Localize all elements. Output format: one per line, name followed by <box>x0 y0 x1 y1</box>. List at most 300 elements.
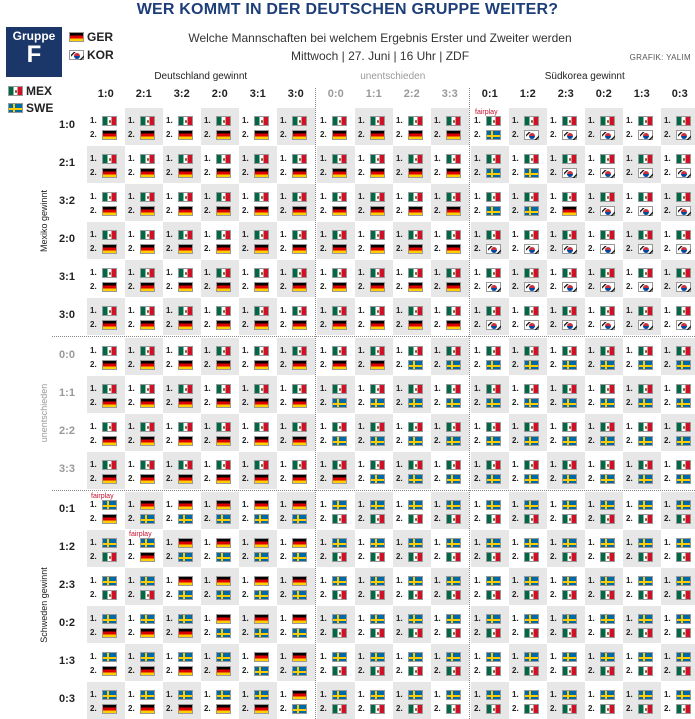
first-place-label: 1. <box>626 230 633 239</box>
first-place-label: 1. <box>588 690 595 699</box>
first-place-label: 1. <box>588 268 595 277</box>
second-place-label: 2. <box>434 168 441 177</box>
mexico-flag-icon <box>408 230 423 240</box>
mexico-flag-icon <box>676 704 691 714</box>
result-cell <box>163 530 201 567</box>
sweden-flag-icon <box>524 652 539 662</box>
germany-flag-icon <box>408 244 423 254</box>
mexico-flag-icon <box>524 514 539 524</box>
first-place-label: 1. <box>664 268 671 277</box>
sweden-flag-icon <box>562 652 577 662</box>
germany-flag-icon <box>562 206 577 216</box>
second-place-label: 2. <box>166 436 173 445</box>
second-place-label: 2. <box>550 628 557 637</box>
result-cell <box>201 644 239 681</box>
second-place-label: 2. <box>512 514 519 523</box>
result-cell <box>201 492 239 529</box>
korea-flag-icon <box>524 244 539 254</box>
second-place-label: 2. <box>242 590 249 599</box>
germany-flag-icon <box>254 398 269 408</box>
result-cell <box>163 682 201 719</box>
sweden-flag-icon <box>446 360 461 370</box>
mexico-flag-icon <box>524 306 539 316</box>
second-place-label: 2. <box>280 398 287 407</box>
result-cell <box>431 644 469 681</box>
germany-flag-icon <box>216 360 231 370</box>
first-place-label: 1. <box>434 538 441 547</box>
mexico-flag-icon <box>292 346 307 356</box>
second-place-label: 2. <box>128 206 135 215</box>
korea-flag-icon <box>600 320 615 330</box>
mexico-flag-icon <box>178 268 193 278</box>
germany-flag-icon <box>332 244 347 254</box>
sweden-flag-icon <box>102 576 117 586</box>
result-cell <box>125 338 163 375</box>
first-place-label: 1. <box>280 346 287 355</box>
sweden-flag-icon <box>562 398 577 408</box>
first-place-label: 1. <box>358 116 365 125</box>
second-place-label: 2. <box>280 590 287 599</box>
first-place-label: 1. <box>434 652 441 661</box>
mexico-flag-icon <box>600 422 615 432</box>
second-place-label: 2. <box>204 704 211 713</box>
sweden-flag-icon <box>638 690 653 700</box>
sweden-flag-icon <box>638 500 653 510</box>
mexico-flag-icon <box>408 552 423 562</box>
korea-flag-icon <box>486 282 501 292</box>
germany-flag-icon <box>370 168 385 178</box>
result-cell <box>355 260 393 297</box>
sweden-flag-icon <box>524 576 539 586</box>
second-place-label: 2. <box>242 360 249 369</box>
mexico-flag-icon <box>600 460 615 470</box>
mexico-flag-icon <box>102 192 117 202</box>
result-cell <box>547 644 585 681</box>
result-cell <box>393 568 431 605</box>
sweden-flag-icon <box>446 398 461 408</box>
sweden-flag-icon <box>638 474 653 484</box>
second-place-label: 2. <box>434 666 441 675</box>
first-place-label: 1. <box>474 346 481 355</box>
sweden-flag-icon <box>178 590 193 600</box>
first-place-label: 1. <box>588 422 595 431</box>
result-cell <box>277 184 315 221</box>
mexico-flag-icon <box>178 154 193 164</box>
mexico-flag-icon <box>332 514 347 524</box>
team-kor <box>69 48 114 62</box>
second-place-label: 2. <box>166 244 173 253</box>
mexico-flag-icon <box>292 384 307 394</box>
second-place-label: 2. <box>90 514 97 523</box>
mexico-flag-icon <box>408 154 423 164</box>
result-cell <box>471 376 509 413</box>
first-place-label: 1. <box>166 192 173 201</box>
germany-flag-icon <box>446 320 461 330</box>
result-cell <box>125 222 163 259</box>
second-place-label: 2. <box>512 130 519 139</box>
mexico-flag-icon <box>102 346 117 356</box>
germany-flag-icon <box>332 320 347 330</box>
second-place-label: 2. <box>358 282 365 291</box>
team-swe <box>8 101 53 115</box>
result-cell <box>547 260 585 297</box>
column-score-header: 3:2 <box>173 88 190 100</box>
result-cell <box>661 606 695 643</box>
first-place-label: 1. <box>90 500 97 509</box>
result-cell <box>585 644 623 681</box>
first-place-label: 1. <box>128 422 135 431</box>
row-score-header: 0:2 <box>59 616 75 629</box>
germany-flag-icon <box>370 320 385 330</box>
result-cell <box>201 376 239 413</box>
second-place-label: 2. <box>90 168 97 177</box>
result-cell <box>317 682 355 719</box>
mexico-flag-icon <box>486 116 501 126</box>
first-place-label: 1. <box>550 230 557 239</box>
sweden-flag-icon <box>102 652 117 662</box>
result-cell <box>163 606 201 643</box>
first-place-label: 1. <box>90 268 97 277</box>
sweden-flag-icon <box>562 614 577 624</box>
second-place-label: 2. <box>90 398 97 407</box>
result-cell <box>355 338 393 375</box>
mexico-flag-icon <box>562 306 577 316</box>
sweden-flag-icon <box>676 652 691 662</box>
first-place-label: 1. <box>358 460 365 469</box>
result-cell <box>623 338 661 375</box>
sweden-flag-icon <box>254 666 269 676</box>
germany-flag-icon <box>140 206 155 216</box>
sweden-flag-icon <box>562 576 577 586</box>
first-place-label: 1. <box>588 500 595 509</box>
result-cell <box>509 376 547 413</box>
sweden-flag-icon <box>370 614 385 624</box>
result-cell <box>547 682 585 719</box>
first-place-label: 1. <box>550 690 557 699</box>
second-place-label: 2. <box>280 552 287 561</box>
germany-flag-icon <box>178 576 193 586</box>
mexico-flag-icon <box>254 268 269 278</box>
result-cell <box>277 606 315 643</box>
row-score-header: 2:2 <box>59 424 75 437</box>
first-place-label: 1. <box>474 538 481 547</box>
first-place-label: 1. <box>204 346 211 355</box>
second-place-label: 2. <box>166 130 173 139</box>
sweden-flag-icon <box>562 474 577 484</box>
first-place-label: 1. <box>320 268 327 277</box>
sweden-flag-icon <box>446 576 461 586</box>
result-cell <box>239 414 277 451</box>
sweden-flag-icon <box>524 206 539 216</box>
mexico-flag-icon <box>140 154 155 164</box>
mexico-flag-icon <box>524 230 539 240</box>
result-cell <box>125 452 163 489</box>
mexico-flag-icon <box>332 552 347 562</box>
germany-flag-icon <box>102 628 117 638</box>
row-group-label: Schweden gewinnt <box>39 566 49 643</box>
second-place-label: 2. <box>358 168 365 177</box>
first-place-label: 1. <box>242 422 249 431</box>
sweden-flag-icon <box>486 130 501 140</box>
mexico-flag-icon <box>486 384 501 394</box>
mexico-flag-icon <box>676 384 691 394</box>
germany-flag-icon <box>292 576 307 586</box>
sweden-flag-icon <box>524 474 539 484</box>
first-place-label: 1. <box>320 422 327 431</box>
second-place-label: 2. <box>512 320 519 329</box>
result-cell <box>585 568 623 605</box>
result-cell <box>661 338 695 375</box>
mexico-flag-icon <box>178 116 193 126</box>
first-place-label: 1. <box>474 422 481 431</box>
result-cell <box>355 682 393 719</box>
germany-flag-icon <box>216 436 231 446</box>
mexico-flag-icon <box>370 666 385 676</box>
sweden-flag-icon <box>332 500 347 510</box>
second-place-label: 2. <box>90 666 97 675</box>
mexico-flag-icon <box>600 306 615 316</box>
first-place-label: 1. <box>280 306 287 315</box>
column-group-label: unentschieden <box>360 71 426 82</box>
second-place-label: 2. <box>396 360 403 369</box>
second-place-label: 2. <box>358 552 365 561</box>
result-cell <box>471 108 509 145</box>
germany-flag-icon <box>216 704 231 714</box>
second-place-label: 2. <box>626 628 633 637</box>
mexico-flag-icon <box>524 154 539 164</box>
germany-flag-icon <box>254 282 269 292</box>
korea-flag-icon <box>600 130 615 140</box>
mexico-flag-icon <box>178 384 193 394</box>
germany-flag-icon <box>446 168 461 178</box>
result-cell <box>87 492 125 529</box>
result-cell <box>471 260 509 297</box>
mexico-flag-icon <box>524 268 539 278</box>
second-place-label: 2. <box>664 514 671 523</box>
first-place-label: 1. <box>128 192 135 201</box>
first-place-label: 1. <box>90 384 97 393</box>
korea-flag-icon <box>676 320 691 330</box>
result-cell <box>661 644 695 681</box>
result-cell <box>239 298 277 335</box>
result-cell <box>585 298 623 335</box>
second-place-label: 2. <box>474 398 481 407</box>
mexico-flag-icon <box>102 460 117 470</box>
second-place-label: 2. <box>242 206 249 215</box>
second-place-label: 2. <box>626 130 633 139</box>
sweden-flag-icon <box>178 552 193 562</box>
mexico-flag-icon <box>370 628 385 638</box>
second-place-label: 2. <box>664 552 671 561</box>
result-cell <box>585 452 623 489</box>
column-score-header: 2:1 <box>135 88 152 100</box>
sweden-flag-icon <box>102 690 117 700</box>
mexico-flag-icon <box>216 460 231 470</box>
result-cell <box>471 530 509 567</box>
second-place-label: 2. <box>320 704 327 713</box>
first-place-label: 1. <box>90 346 97 355</box>
mexico-flag-icon <box>638 590 653 600</box>
mexico-flag-icon <box>638 230 653 240</box>
first-place-label: 1. <box>90 116 97 125</box>
result-cell <box>201 682 239 719</box>
germany-flag-icon <box>102 206 117 216</box>
fairplay-note: fairplay <box>129 531 152 538</box>
first-place-label: 1. <box>550 116 557 125</box>
sweden-flag-icon <box>216 652 231 662</box>
first-place-label: 1. <box>664 538 671 547</box>
first-place-label: 1. <box>280 460 287 469</box>
germany-flag-icon <box>446 282 461 292</box>
result-cell <box>239 184 277 221</box>
first-place-label: 1. <box>588 154 595 163</box>
result-cell <box>393 338 431 375</box>
team-mex <box>8 84 52 98</box>
result-cell <box>87 376 125 413</box>
first-place-label: 1. <box>474 154 481 163</box>
germany-flag-icon <box>102 360 117 370</box>
second-place-label: 2. <box>166 628 173 637</box>
mexico-flag-icon <box>332 628 347 638</box>
second-place-label: 2. <box>550 244 557 253</box>
second-place-label: 2. <box>280 436 287 445</box>
first-place-label: 1. <box>320 576 327 585</box>
sweden-flag-icon <box>638 436 653 446</box>
mexico-flag-icon <box>332 590 347 600</box>
sweden-flag-icon <box>292 552 307 562</box>
result-cell <box>393 222 431 259</box>
second-place-label: 2. <box>320 398 327 407</box>
mexico-flag-icon <box>254 422 269 432</box>
mexico-flag-icon <box>140 422 155 432</box>
germany-flag-icon <box>102 436 117 446</box>
korea-flag-icon <box>562 130 577 140</box>
result-cell <box>87 530 125 567</box>
germany-flag-icon <box>140 244 155 254</box>
second-place-label: 2. <box>396 168 403 177</box>
first-place-label: 1. <box>166 306 173 315</box>
mexico-flag-icon <box>140 306 155 316</box>
second-place-label: 2. <box>512 398 519 407</box>
second-place-label: 2. <box>204 360 211 369</box>
sweden-flag-icon <box>446 474 461 484</box>
second-place-label: 2. <box>320 320 327 329</box>
result-cell <box>393 530 431 567</box>
first-place-label: 1. <box>320 116 327 125</box>
sweden-flag-icon <box>676 360 691 370</box>
result-cell <box>163 184 201 221</box>
sweden-flag-icon <box>524 614 539 624</box>
result-cell <box>239 492 277 529</box>
result-cell <box>355 108 393 145</box>
mexico-flag-icon <box>102 116 117 126</box>
mexico-flag-icon <box>140 116 155 126</box>
mexico-flag-icon <box>370 384 385 394</box>
first-place-label: 1. <box>242 500 249 509</box>
korea-flag-icon <box>676 168 691 178</box>
result-cell <box>471 146 509 183</box>
mexico-flag-icon <box>370 460 385 470</box>
mexico-flag-icon <box>676 552 691 562</box>
result-cell <box>87 146 125 183</box>
result-cell <box>547 530 585 567</box>
second-place-label: 2. <box>512 282 519 291</box>
first-place-label: 1. <box>320 154 327 163</box>
first-place-label: 1. <box>626 500 633 509</box>
result-cell <box>201 146 239 183</box>
second-place-label: 2. <box>434 474 441 483</box>
germany-flag-icon <box>178 130 193 140</box>
mexico-flag-icon <box>600 384 615 394</box>
mexico-flag-icon <box>140 384 155 394</box>
mexico-flag-icon <box>600 154 615 164</box>
sweden-flag-icon <box>370 690 385 700</box>
sweden-flag-icon <box>600 538 615 548</box>
first-place-label: 1. <box>434 306 441 315</box>
result-cell <box>393 492 431 529</box>
second-place-label: 2. <box>474 514 481 523</box>
second-place-label: 2. <box>320 474 327 483</box>
result-cell <box>509 298 547 335</box>
second-place-label: 2. <box>280 130 287 139</box>
second-place-label: 2. <box>434 244 441 253</box>
mexico-flag-icon <box>408 384 423 394</box>
second-place-label: 2. <box>664 436 671 445</box>
second-place-label: 2. <box>242 244 249 253</box>
first-place-label: 1. <box>396 154 403 163</box>
result-cell <box>509 222 547 259</box>
first-place-label: 1. <box>242 460 249 469</box>
second-place-label: 2. <box>128 398 135 407</box>
mexico-flag-icon <box>216 154 231 164</box>
result-cell <box>623 682 661 719</box>
germany-flag-icon <box>254 538 269 548</box>
result-cell <box>547 376 585 413</box>
second-place-label: 2. <box>358 628 365 637</box>
first-place-label: 1. <box>512 690 519 699</box>
first-place-label: 1. <box>474 268 481 277</box>
sweden-flag-icon <box>562 690 577 700</box>
result-cell <box>661 146 695 183</box>
second-place-label: 2. <box>204 130 211 139</box>
mexico-flag-icon <box>370 514 385 524</box>
mexico-flag-icon <box>408 422 423 432</box>
germany-flag-icon <box>102 130 117 140</box>
result-cell <box>317 452 355 489</box>
second-place-label: 2. <box>396 244 403 253</box>
first-place-label: 1. <box>242 538 249 547</box>
first-place-label: 1. <box>166 576 173 585</box>
second-place-label: 2. <box>588 398 595 407</box>
sweden-flag-icon <box>638 576 653 586</box>
germany-flag-icon <box>216 244 231 254</box>
germany-flag-icon <box>408 206 423 216</box>
second-place-label: 2. <box>358 320 365 329</box>
first-place-label: 1. <box>626 306 633 315</box>
mexico-flag-icon <box>600 116 615 126</box>
result-cell <box>585 606 623 643</box>
second-place-label: 2. <box>242 436 249 445</box>
second-place-label: 2. <box>512 628 519 637</box>
sweden-flag-icon <box>140 652 155 662</box>
result-cell <box>355 452 393 489</box>
second-place-label: 2. <box>90 244 97 253</box>
germany-flag-icon <box>178 666 193 676</box>
sweden-flag-icon <box>254 514 269 524</box>
second-place-label: 2. <box>204 436 211 445</box>
column-score-header: 2:2 <box>403 88 420 100</box>
row-score-header: 0:1 <box>59 502 75 515</box>
